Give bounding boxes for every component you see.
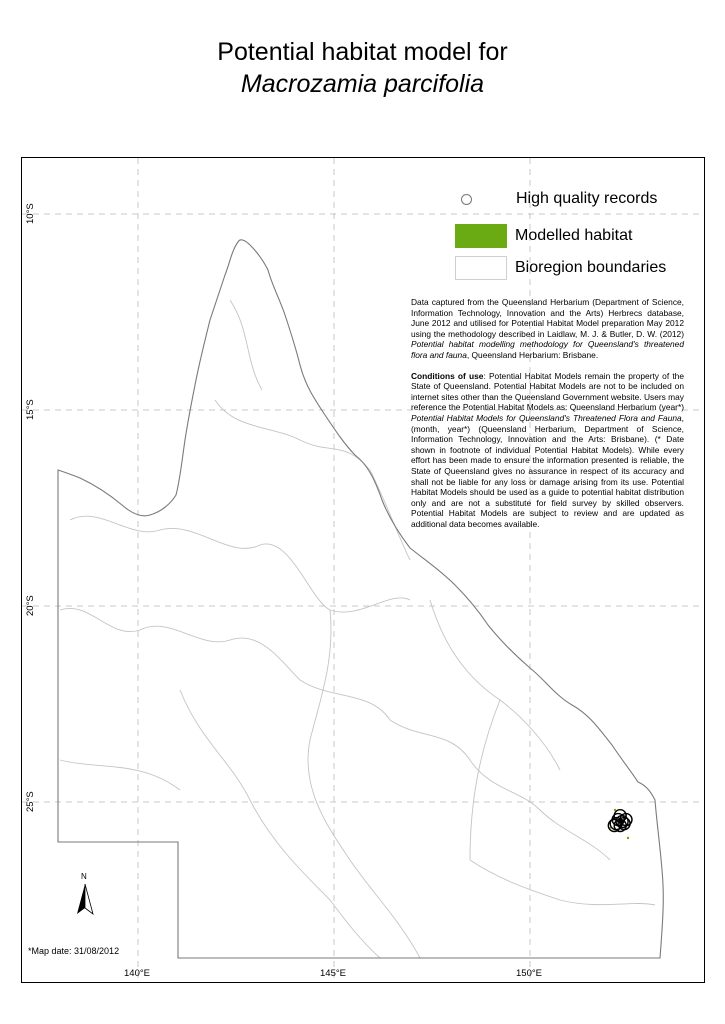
lat-label-15: 15°S (25, 399, 36, 420)
lat-label-10: 10°S (25, 203, 36, 224)
lon-label-150: 150°E (516, 968, 542, 979)
lat-label-25: 25°S (25, 791, 36, 812)
species-name: Macrozamia parcifolia (240, 70, 485, 98)
north-label: N (81, 872, 87, 881)
conditions-note: Conditions of use: Potential Habitat Models remain the property of the State of Queensland. Potential Habitat Models are not to be included on internet sites other than the Queensland Government website. Users may reference the Potential Habitat Models as: Queensland Herbarium (year*) Potential Habitat Models for Queensland's Threatened Flora and Fauna, (month, year*) (Queensland Herbarium, Department of Science, Information Technology, Innovation and the Arts: Brisbane). (* Date shown in footnote of individual Potential Habitat Models). While every effort has been made to ensure the information presented is reliable, the State of Queensland gives no assurance in respect of its accuracy and shall not be liable for any loss or damage arising from its use. Potential Habitat Models should be used as a guide to potential habitat distribution only and are not a substitute for field survey by skilled observers. Potential Habitat Models are subject to review and are updated as additional data becomes available. (411, 370, 685, 529)
legend-bioregion: Bioregion boundaries (455, 256, 666, 280)
legend-records: High quality records (455, 190, 657, 208)
lat-label-20: 20°S (25, 595, 36, 616)
map-date: *Map date: 31/08/2012 (28, 946, 120, 956)
habitat-swatch-icon (455, 224, 507, 248)
record-circle-icon (461, 194, 472, 205)
high-quality-records (608, 810, 632, 832)
lon-label-145: 145°E (320, 968, 346, 979)
north-arrow (74, 872, 96, 920)
notes-block (411, 297, 684, 539)
bioregion-swatch-icon (455, 256, 507, 280)
lon-label-140: 140°E (124, 968, 150, 979)
legend-habitat: Modelled habitat (455, 224, 632, 248)
map-title: Potential habitat model for (217, 38, 508, 66)
data-source-note: Data captured from the Queensland Herbarium (Department of Science, Information Technology, Innovation and the Arts) Herbrecs database, June 2012 and utilised for Potential Habitat Model preparation May 2012 using the methodology described in Laidlaw, M. J. & Butler, D. W. (2012) Potential habitat modelling methodology for Queensland's threatened flora and fauna, Queensland Herbarium: Brisbane. (411, 297, 684, 360)
graticule (22, 158, 704, 982)
